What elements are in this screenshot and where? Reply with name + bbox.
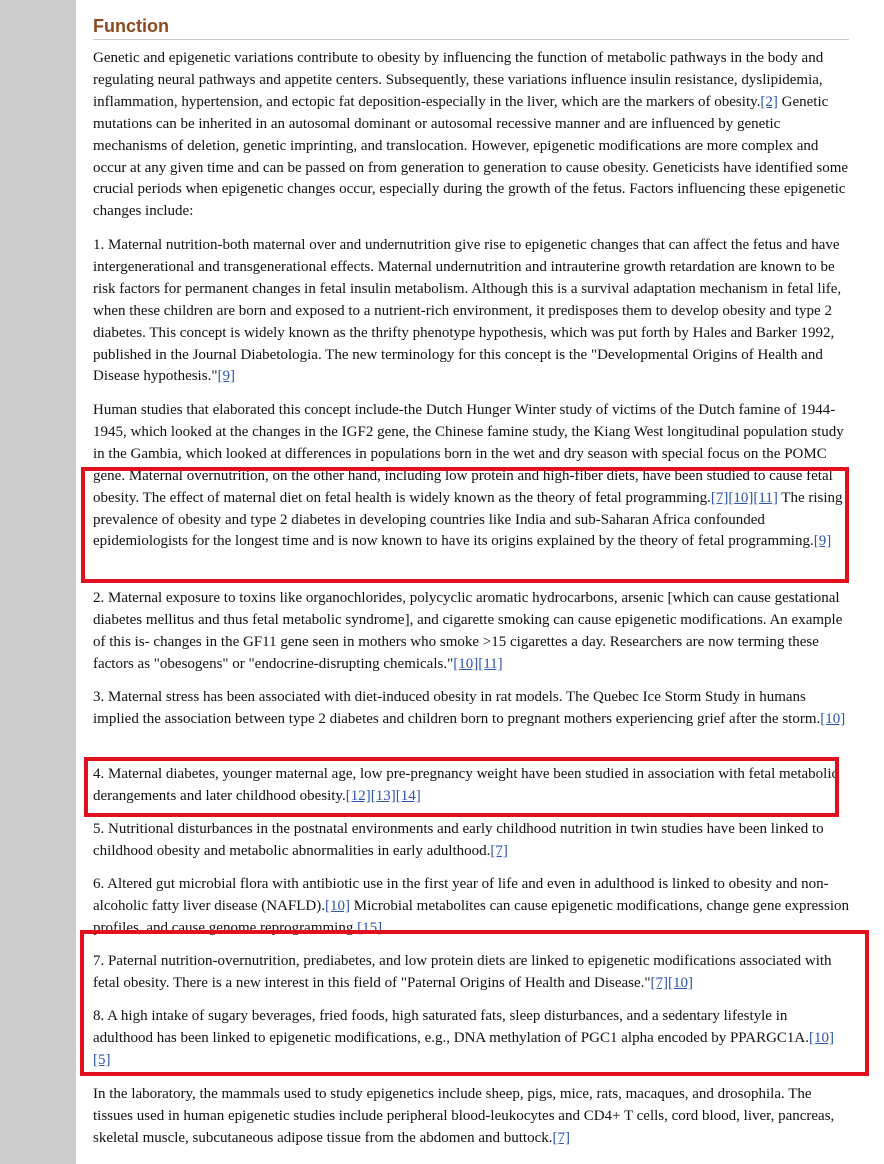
paragraph-item-8 bbox=[93, 1006, 851, 1072]
section-title: Function bbox=[93, 16, 169, 36]
citation-link[interactable]: [14] bbox=[395, 787, 421, 804]
citation-link[interactable]: [12] bbox=[345, 787, 371, 804]
citation-link[interactable]: [11] bbox=[478, 655, 503, 672]
citation-link[interactable]: [2] bbox=[760, 93, 778, 110]
paragraph-text: 7. Paternal nutrition-overnutrition, prediabetes, and low protein diets are linked to epigenetic modifications associated with fetal obesity. There is a new interest in this field of "Paternal Origins of Health and Disease." bbox=[93, 953, 832, 991]
paragraph-intro bbox=[93, 48, 851, 223]
citation-link[interactable]: [11] bbox=[753, 489, 778, 506]
paragraph-text: Genetic mutations can be inherited in an autosomal dominant or autosomal recessive manner and are influenced by genetic mechanisms of deletion, genetic imprinting, and translocation. However, epigenetic modifications are more complex and occur at any given time and can be passed on from generation to generation to cause obesity. Geneticists have identified some crucial periods when epigenetic changes occur, especially during the growth of the fetus. Factors influencing these epigenetic changes include: bbox=[93, 93, 849, 220]
citation-link[interactable]: [10] bbox=[668, 974, 694, 991]
left-margin-bar bbox=[0, 0, 76, 1164]
citation-link[interactable]: [10] bbox=[325, 897, 351, 914]
paragraph-text: 1. Maternal nutrition-both maternal over and undernutrition give rise to epigenetic changes that can affect the fetus and have intergenerational and transgenerational effects. Maternal undernutrition and intrauterine growth retardation are known to be risk factors for permanent changes in fetal insulin metabolism. Although this is a survival adaptation mechanism in fetal life, when these children are born and exposed to a nutrient-rich environment, it predisposes them to develop obesity and type 2 diabetes. This concept is widely known as the thrifty phenotype hypothesis, which was put forth by Hales and Barker 1992, published in the Journal Diabetologia. The new terminology for this concept is the "Developmental Origins of Health and Disease hypothesis." bbox=[93, 237, 842, 385]
paragraph-text: 6. Altered gut microbial flora with antibiotic use in the first year of life and even in adulthood is linked to obesity and non-alcoholic fatty liver disease (NAFLD). bbox=[93, 876, 829, 914]
paragraph-text: The rising prevalence of obesity and type 2 diabetes in developing countries like India and sub-Saharan Africa confounded epidemiologists for the longest time and is now known to have its origins explained by the theory of fetal programming. bbox=[93, 489, 843, 550]
paragraph-text: In the laboratory, the mammals used to study epigenetics include sheep, pigs, mice, rats, macaques, and drosophila. The tissues used in human epigenetic studies include peripheral blood-leukocytes and CD4+ T cells, cord blood, liver, pancreas, skeletal muscle, subcutaneous adipose tissue from the abdomen and buttock. bbox=[93, 1086, 835, 1146]
citation-link[interactable]: [5] bbox=[93, 1051, 111, 1068]
paragraph-laboratory bbox=[93, 1084, 851, 1150]
citation-link[interactable]: [10] bbox=[809, 1029, 835, 1046]
citation-link[interactable]: [15] bbox=[357, 919, 383, 936]
citation-link[interactable]: [13] bbox=[370, 787, 396, 804]
paragraph-text: 5. Nutritional disturbances in the postnatal environments and early childhood nutrition in twin studies have been linked to childhood obesity and metabolic abnormalities in early adulthood. bbox=[93, 821, 824, 859]
title-divider bbox=[93, 39, 849, 40]
citation-link[interactable]: [9] bbox=[813, 533, 832, 550]
citation-link[interactable]: [10] bbox=[728, 489, 754, 506]
paragraph-text: 3. Maternal stress has been associated with diet-induced obesity in rat models. The Quebec Ice Storm Study in humans implied the association between type 2 diabetes and children born to pregnant mothers experiencing grief after the storm. bbox=[93, 689, 821, 727]
article-content bbox=[93, 0, 853, 1146]
paragraph-item-2 bbox=[93, 588, 851, 676]
paragraph-item-7 bbox=[93, 951, 851, 995]
paragraph-text: Human studies that elaborated this concept include-the Dutch Hunger Winter study of victims of the Dutch famine of 1944-1945, which looked at the changes in the IGF2 gene, the Chinese famine study, the Kiang West longitudinal population study in the Gambia, which looked at differences in populations born in the wet and dry season with special focus on the POMC gene. Maternal overnutrition, on the other hand, including low protein and high-fiber diets, have been studied to cause fetal obesity. The effect of maternal diet on fetal health is widely known as the theory of fetal programming. bbox=[93, 402, 844, 506]
citation-link[interactable]: [10] bbox=[820, 710, 846, 727]
citation-link[interactable]: [10] bbox=[453, 655, 479, 672]
paragraph-item-3 bbox=[93, 687, 851, 731]
paragraph-human-studies bbox=[93, 400, 851, 553]
paragraph-text: 4. Maternal diabetes, younger maternal age, low pre-pregnancy weight have been studied in association with fetal metabolic derangements and later childhood obesity. bbox=[93, 766, 839, 804]
paragraph-text: Genetic and epigenetic variations contribute to obesity by influencing the function of metabolic pathways in the body and regulating neural pathways and appetite centers. Subsequently, these variations influence insulin resistance, dyslipidemia, inflammation, hypertension, and ectopic fat deposition-especially in the liver, which are the markers of obesity. bbox=[93, 50, 824, 110]
paragraph-item-1 bbox=[93, 235, 851, 388]
paragraph-item-5 bbox=[93, 819, 851, 863]
citation-link[interactable]: [7] bbox=[710, 489, 729, 506]
paragraph-text: 2. Maternal exposure to toxins like organochlorides, polycyclic aromatic hydrocarbons, arsenic [which can cause gestational diabetes mellitus and thus fetal metabolic syndrome], and cigarette smoking can cause epigenetic modifications. An example of this is- changes in the GF11 gene seen in mothers who smoke >15 cigarettes a day. Researchers are now terming these factors as "obesogens" or "endocrine-disrupting chemicals." bbox=[93, 590, 843, 672]
paragraph-item-4 bbox=[93, 764, 851, 808]
paragraph-text: 8. A high intake of sugary beverages, fried foods, high saturated fats, sleep disturbances, and a sedentary lifestyle in adulthood has been linked to epigenetic modifications, e.g., DNA methylation of PGC1 alpha encoded by PPARGC1A. bbox=[93, 1008, 810, 1046]
citation-link[interactable]: [9] bbox=[217, 368, 235, 385]
citation-link[interactable]: [7] bbox=[490, 842, 508, 859]
paragraph-text: Microbial metabolites can cause epigenetic modifications, change gene expression profiles, and cause genome reprogramming. bbox=[93, 897, 849, 936]
citation-link[interactable]: [7] bbox=[552, 1129, 570, 1146]
citation-link[interactable]: [7] bbox=[650, 974, 669, 991]
paragraph-item-6 bbox=[93, 874, 851, 940]
